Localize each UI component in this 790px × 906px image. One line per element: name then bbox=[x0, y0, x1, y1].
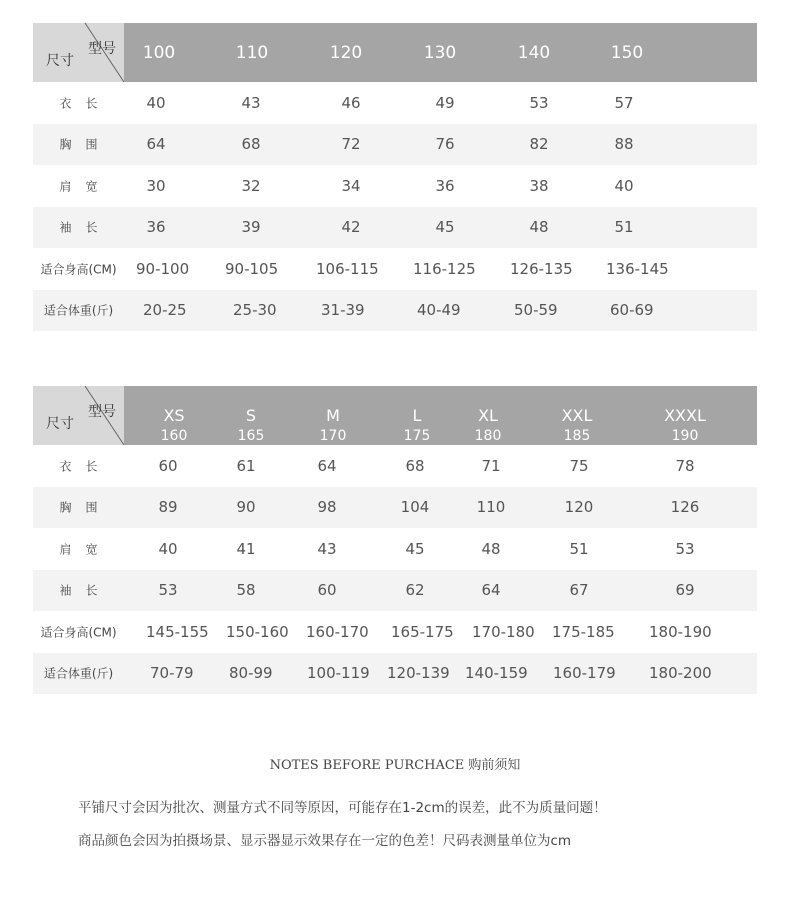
table-row bbox=[33, 611, 757, 653]
table-cell: 48 bbox=[529, 218, 549, 237]
table-cell: 170-180 bbox=[472, 622, 535, 641]
size-table-adult bbox=[33, 386, 757, 694]
row-label: 肩宽 bbox=[59, 179, 112, 194]
header-size: XXL 185 bbox=[561, 406, 593, 444]
table-cell: 60-69 bbox=[610, 301, 654, 320]
table-cell: 76 bbox=[435, 135, 455, 154]
table-cell: 41 bbox=[236, 539, 256, 558]
row-label: 袖长 bbox=[59, 220, 112, 235]
table-cell: 53 bbox=[529, 93, 549, 112]
table-cell: 51 bbox=[569, 539, 589, 558]
table-cell: 165-175 bbox=[391, 622, 454, 641]
table-cell: 116-125 bbox=[413, 259, 476, 278]
table-cell: 31-39 bbox=[321, 301, 365, 320]
table-cell: 40 bbox=[146, 93, 166, 112]
header-size: XL 180 bbox=[474, 406, 502, 444]
table-row bbox=[33, 248, 757, 290]
header-size: 150 bbox=[610, 43, 644, 63]
table-cell: 57 bbox=[614, 93, 634, 112]
table-cell: 145-155 bbox=[146, 622, 209, 641]
table-cell: 40 bbox=[614, 176, 634, 195]
table-header bbox=[33, 386, 757, 445]
row-label: 衣长 bbox=[59, 459, 112, 474]
table-cell: 45 bbox=[405, 539, 425, 558]
row-label: 适合体重(斤) bbox=[43, 303, 114, 318]
table-cell: 180-200 bbox=[649, 664, 712, 683]
table-cell: 42 bbox=[341, 218, 361, 237]
table-cell: 38 bbox=[529, 176, 549, 195]
row-label: 适合身高(CM) bbox=[40, 625, 117, 640]
table-cell: 100-119 bbox=[307, 664, 370, 683]
table-cell: 48 bbox=[481, 539, 501, 558]
table-cell: 49 bbox=[435, 93, 455, 112]
table-row bbox=[33, 570, 757, 612]
size-label: 尺寸 bbox=[46, 416, 74, 432]
size-label: 尺寸 bbox=[46, 53, 74, 69]
table-header bbox=[33, 23, 757, 82]
table-cell: 78 bbox=[675, 456, 695, 475]
table-cell: 104 bbox=[400, 498, 430, 517]
table-row bbox=[33, 124, 757, 166]
table-cell: 136-145 bbox=[606, 259, 669, 278]
notes-title: NOTES BEFORE PURCHACE 购前须知 bbox=[269, 758, 521, 773]
table-cell: 50-59 bbox=[514, 301, 558, 320]
header-size: XS 160 bbox=[160, 406, 188, 444]
table-cell: 32 bbox=[241, 176, 261, 195]
header-size: XXXL 190 bbox=[664, 406, 706, 444]
corner-cell bbox=[33, 386, 124, 445]
table-cell: 80-99 bbox=[229, 664, 273, 683]
table-cell: 64 bbox=[146, 135, 166, 154]
table-cell: 160-170 bbox=[306, 622, 369, 641]
table-cell: 90 bbox=[236, 498, 256, 517]
table-cell: 64 bbox=[481, 581, 501, 600]
table-row bbox=[33, 653, 757, 695]
table-cell: 90-105 bbox=[225, 259, 279, 278]
row-label: 袖长 bbox=[59, 583, 112, 598]
row-label: 胸围 bbox=[59, 500, 112, 515]
table-cell: 36 bbox=[146, 218, 166, 237]
table-cell: 30 bbox=[146, 176, 166, 195]
table-cell: 53 bbox=[675, 539, 695, 558]
table-cell: 68 bbox=[405, 456, 425, 475]
model-label: 型号 bbox=[88, 41, 116, 57]
table-cell: 43 bbox=[317, 539, 337, 558]
table-cell: 68 bbox=[241, 135, 261, 154]
table-cell: 46 bbox=[341, 93, 361, 112]
table-cell: 82 bbox=[529, 135, 549, 154]
table-cell: 110 bbox=[476, 498, 506, 517]
table-cell: 25-30 bbox=[233, 301, 277, 320]
table-cell: 106-115 bbox=[316, 259, 379, 278]
header-size: 140 bbox=[517, 43, 551, 63]
table-cell: 51 bbox=[614, 218, 634, 237]
table-cell: 72 bbox=[341, 135, 361, 154]
row-label: 衣长 bbox=[59, 96, 112, 111]
table-row bbox=[33, 165, 757, 207]
note-line: 商品颜色会因为拍摄场景、显示器显示效果存在一定的色差！尺码表测量单位为cm bbox=[78, 833, 572, 849]
table-cell: 40 bbox=[158, 539, 178, 558]
table-cell: 160-179 bbox=[553, 664, 616, 683]
table-cell: 58 bbox=[236, 581, 256, 600]
table-cell: 53 bbox=[158, 581, 178, 600]
table-cell: 90-100 bbox=[136, 259, 190, 278]
row-label: 胸围 bbox=[59, 137, 112, 152]
table-row bbox=[33, 528, 757, 570]
model-label: 型号 bbox=[88, 404, 116, 420]
table-cell: 43 bbox=[241, 93, 261, 112]
table-row bbox=[33, 290, 757, 332]
table-cell: 60 bbox=[158, 456, 178, 475]
table-cell: 60 bbox=[317, 581, 337, 600]
header-size: S 165 bbox=[237, 406, 265, 444]
table-cell: 175-185 bbox=[552, 622, 615, 641]
header-size: 130 bbox=[423, 43, 457, 63]
table-cell: 120-139 bbox=[387, 664, 450, 683]
row-label: 肩宽 bbox=[59, 542, 112, 557]
row-label: 适合体重(斤) bbox=[43, 666, 114, 681]
table-cell: 34 bbox=[341, 176, 361, 195]
row-label: 适合身高(CM) bbox=[40, 262, 117, 277]
note-line: 平铺尺寸会因为批次、测量方式不同等原因，可能存在1-2cm的误差，此不为质量问题！ bbox=[78, 800, 607, 816]
table-cell: 70-79 bbox=[150, 664, 194, 683]
table-cell: 98 bbox=[317, 498, 337, 517]
table-cell: 62 bbox=[405, 581, 425, 600]
table-cell: 75 bbox=[569, 456, 589, 475]
table-cell: 120 bbox=[564, 498, 594, 517]
size-table-kids bbox=[33, 23, 757, 331]
table-cell: 36 bbox=[435, 176, 455, 195]
header-size: 120 bbox=[329, 43, 363, 63]
table-cell: 45 bbox=[435, 218, 455, 237]
header-size: 100 bbox=[142, 43, 176, 63]
table-cell: 61 bbox=[236, 456, 256, 475]
table-cell: 126 bbox=[670, 498, 700, 517]
table-row bbox=[33, 207, 757, 249]
table-cell: 69 bbox=[675, 581, 695, 600]
table-cell: 150-160 bbox=[226, 622, 289, 641]
header-size: 110 bbox=[235, 43, 269, 63]
table-cell: 180-190 bbox=[649, 622, 712, 641]
header-size: L 175 bbox=[403, 406, 431, 444]
table-cell: 39 bbox=[241, 218, 261, 237]
table-cell: 71 bbox=[481, 456, 501, 475]
table-cell: 20-25 bbox=[143, 301, 187, 320]
table-cell: 64 bbox=[317, 456, 337, 475]
corner-cell bbox=[33, 23, 124, 82]
table-cell: 126-135 bbox=[510, 259, 573, 278]
table-cell: 140-159 bbox=[465, 664, 528, 683]
table-row bbox=[33, 82, 757, 124]
table-row bbox=[33, 445, 757, 487]
table-row bbox=[33, 487, 757, 529]
table-cell: 40-49 bbox=[417, 301, 461, 320]
table-cell: 67 bbox=[569, 581, 589, 600]
header-size: M 170 bbox=[319, 406, 347, 444]
table-cell: 88 bbox=[614, 135, 634, 154]
table-cell: 89 bbox=[158, 498, 178, 517]
